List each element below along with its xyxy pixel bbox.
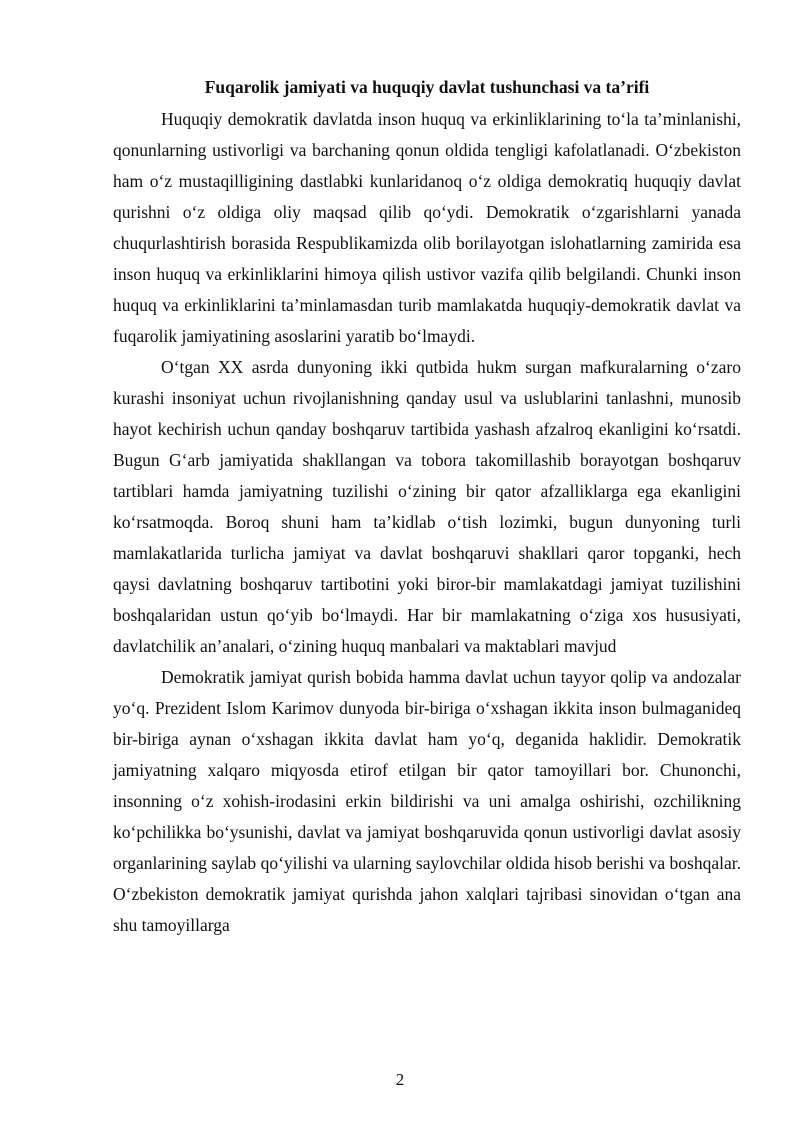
paragraph-1: Huquqiy demokratik davlatda inson huquq va erkinliklarining to‘la ta’minlanishi, qonunlarning ustivorligi va barchaning qonun oldida tengligi kafolatlanadi. O‘zbekiston ham o‘z mustaqilligining dastlabki kunlaridanoq o‘z oldiga demokratiq huquqiy davlat qurishni o‘z oldiga oliy maqsad qilib qo‘ydi. Demokratik o‘zgarishlarni yanada chuqurlashtirish borasida Respublikamizda olib borilayotgan islohatlarning zamirida esa inson huquq va erkinliklarini himoya qilish ustivor vazifa qilib belgilandi. Chunki inson huquq va erkinliklarini ta’minlamasdan turib mamlakatda huquqiy-demokratik davlat va fuqarolik jamiyatining asoslarini yaratib bo‘lmaydi. [113,109,741,346]
paragraph-2: O‘tgan XX asrda dunyoning ikki qutbida hukm surgan mafkuralarning o‘zaro kurashi insoniyat uchun rivojlanishning qanday usul va uslublarini tanlashni, munosib hayot kechirish uchun qanday boshqaruv tartibida yashash afzalroq ekanligini ko‘rsatdi. Bugun G‘arb jamiyatida shakllangan va tobora takomillashib borayotgan boshqaruv tartiblari hamda jamiyatning tuzilishi o‘zining bir qator afzalliklarga ega ekanligini ko‘rsatmoqda. Boroq shuni ham ta’kidlab o‘tish lozimki, bugun dunyoning turli mamlakatlarida turlicha jamiyat va davlat boshqaruvi shakllari qaror topganki, hech qaysi davlatning boshqaruv tartibotini yoki biror-bir mamlakatdagi jamiyat tuzilishini boshqalaridan ustun qo‘yib bo‘lmaydi. Har bir mamlakatning o‘ziga xos hususiyati, davlatchilik an’analari, o‘zining huquq manbalari va maktablari mavjud [113,357,741,656]
document-page [113,72,741,941]
page-number: 2 [395,1070,405,1089]
paragraph-3: Demokratik jamiyat qurish bobida hamma davlat uchun tayyor qolip va andozalar yo‘q. Prezident Islom Karimov dunyoda bir-biriga o‘xshagan ikkita inson bulmaganideq bir-biriga aynan o‘xshagan ikkita davlat ham yo‘q, deganida haklidir. Demokratik jamiyatning xalqaro miqyosda etirof etilgan bir qator tamoyillari bor. Chunonchi, insonning o‘z xohish-irodasini erkin bildirishi va uni amalga oshirishi, ozchilikning ko‘pchilikka bo‘ysunishi, davlat va jamiyat boshqaruvida qonun ustivorligi davlat asosiy organlarining saylab qo‘yilishi va ularning saylovchilar oldida hisob berishi va boshqalar. O‘zbekiston demokratik jamiyat qurishda jahon xalqlari tajribasi sinovidan o‘tgan ana shu tamoyillarga [113,667,741,935]
document-title: Fuqarolik jamiyati va huquqiy davlat tushunchasi va ta’rifi [204,77,650,97]
